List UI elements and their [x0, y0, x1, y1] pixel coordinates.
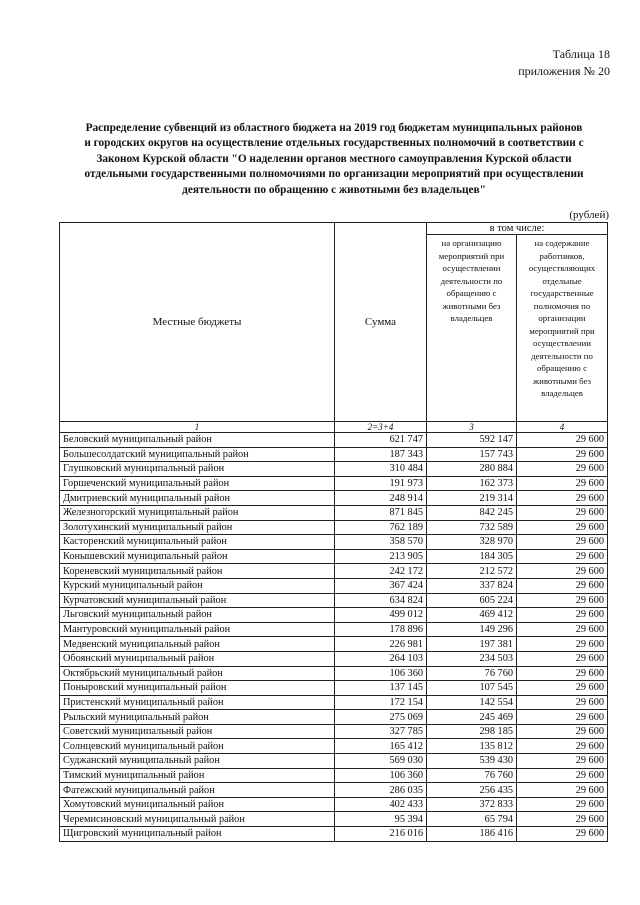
column-header-including: в том числе: [427, 223, 608, 235]
district-name-cell: Касторенский муниципальный район [60, 535, 335, 550]
staff-amount-cell: 29 600 [517, 695, 608, 710]
table-row [60, 622, 608, 637]
sum-cell: 216 016 [335, 827, 427, 842]
staff-amount-cell: 29 600 [517, 681, 608, 696]
organization-amount-cell: 592 147 [427, 433, 517, 448]
organization-amount-cell: 197 381 [427, 637, 517, 652]
district-name-cell: Конышевский муниципальный район [60, 549, 335, 564]
sum-cell: 402 433 [335, 797, 427, 812]
organization-amount-cell: 842 245 [427, 505, 517, 520]
staff-amount-cell: 29 600 [517, 651, 608, 666]
subvention-table [59, 222, 608, 842]
table-row [60, 505, 608, 520]
organization-amount-cell: 234 503 [427, 651, 517, 666]
district-name-cell: Кореневский муниципальный район [60, 564, 335, 579]
table-row [60, 564, 608, 579]
district-name-cell: Курский муниципальный район [60, 578, 335, 593]
staff-amount-cell: 29 600 [517, 710, 608, 725]
organization-amount-cell: 298 185 [427, 724, 517, 739]
column-header-budget: Местные бюджеты [60, 223, 335, 422]
staff-amount-cell: 29 600 [517, 812, 608, 827]
sum-cell: 569 030 [335, 754, 427, 769]
organization-amount-cell: 219 314 [427, 491, 517, 506]
sum-cell: 191 973 [335, 476, 427, 491]
staff-amount-cell: 29 600 [517, 622, 608, 637]
organization-amount-cell: 76 760 [427, 666, 517, 681]
district-name-cell: Солнцевский муниципальный район [60, 739, 335, 754]
district-name-cell: Мантуровский муниципальный район [60, 622, 335, 637]
district-name-cell: Советский муниципальный район [60, 724, 335, 739]
column-number: 4 [517, 422, 608, 433]
table-row [60, 783, 608, 798]
staff-amount-cell: 29 600 [517, 462, 608, 477]
staff-amount-cell: 29 600 [517, 535, 608, 550]
staff-amount-cell: 29 600 [517, 754, 608, 769]
district-name-cell: Суджанский муниципальный район [60, 754, 335, 769]
sum-cell: 634 824 [335, 593, 427, 608]
sum-cell: 499 012 [335, 608, 427, 623]
sum-cell: 106 360 [335, 666, 427, 681]
sum-cell: 286 035 [335, 783, 427, 798]
district-name-cell: Курчатовский муниципальный район [60, 593, 335, 608]
district-name-cell: Льговский муниципальный район [60, 608, 335, 623]
unit-label: (рублей) [569, 209, 609, 221]
table-row [60, 637, 608, 652]
staff-amount-cell: 29 600 [517, 768, 608, 783]
table-row [60, 651, 608, 666]
table-row [60, 812, 608, 827]
table-row [60, 754, 608, 769]
staff-amount-cell: 29 600 [517, 724, 608, 739]
table-row [60, 433, 608, 448]
district-name-cell: Октябрьский муниципальный район [60, 666, 335, 681]
staff-amount-cell: 29 600 [517, 637, 608, 652]
sum-cell: 165 412 [335, 739, 427, 754]
sum-cell: 327 785 [335, 724, 427, 739]
sum-cell: 762 189 [335, 520, 427, 535]
district-name-cell: Глушковский муниципальный район [60, 462, 335, 477]
staff-amount-cell: 29 600 [517, 476, 608, 491]
title-line: Законом Курской области "О наделении органов местного самоуправления Курской области [96, 152, 572, 165]
column-number: 1 [60, 422, 335, 433]
organization-amount-cell: 732 589 [427, 520, 517, 535]
organization-amount-cell: 212 572 [427, 564, 517, 579]
district-name-cell: Поныровский муниципальный район [60, 681, 335, 696]
organization-amount-cell: 107 545 [427, 681, 517, 696]
sum-cell: 95 394 [335, 812, 427, 827]
table-row [60, 593, 608, 608]
column-header-organization: на организацию мероприятий при осуществлении деятельности по обращению с животными без владельцев [427, 235, 517, 422]
organization-amount-cell: 76 760 [427, 768, 517, 783]
organization-amount-cell: 605 224 [427, 593, 517, 608]
table-row [60, 535, 608, 550]
sum-cell: 264 103 [335, 651, 427, 666]
district-name-cell: Золотухинский муниципальный район [60, 520, 335, 535]
staff-amount-cell: 29 600 [517, 564, 608, 579]
table-row [60, 578, 608, 593]
staff-amount-cell: 29 600 [517, 739, 608, 754]
sum-cell: 137 145 [335, 681, 427, 696]
table-row [60, 447, 608, 462]
table-row [60, 520, 608, 535]
staff-amount-cell: 29 600 [517, 491, 608, 506]
title-line: и городских округов на осуществление отдельных государственных полномочий в соответствии с [84, 137, 584, 150]
sum-cell: 226 981 [335, 637, 427, 652]
sum-cell: 187 343 [335, 447, 427, 462]
sum-cell: 248 914 [335, 491, 427, 506]
table-row [60, 666, 608, 681]
district-name-cell: Рыльский муниципальный район [60, 710, 335, 725]
column-header-sum: Сумма [335, 223, 427, 422]
staff-amount-cell: 29 600 [517, 797, 608, 812]
staff-amount-cell: 29 600 [517, 447, 608, 462]
table-reference: Таблица 18 [552, 47, 610, 61]
column-number: 3 [427, 422, 517, 433]
staff-amount-cell: 29 600 [517, 505, 608, 520]
table-row [60, 476, 608, 491]
organization-amount-cell: 65 794 [427, 812, 517, 827]
organization-amount-cell: 372 833 [427, 797, 517, 812]
district-name-cell: Беловский муниципальный район [60, 433, 335, 448]
staff-amount-cell: 29 600 [517, 593, 608, 608]
organization-amount-cell: 256 435 [427, 783, 517, 798]
staff-amount-cell: 29 600 [517, 783, 608, 798]
staff-amount-cell: 29 600 [517, 549, 608, 564]
organization-amount-cell: 245 469 [427, 710, 517, 725]
title-line: отдельными государственными полномочиями по организации мероприятий при осуществлении [84, 168, 584, 181]
organization-amount-cell: 157 743 [427, 447, 517, 462]
organization-amount-cell: 280 884 [427, 462, 517, 477]
district-name-cell: Фатежский муниципальный район [60, 783, 335, 798]
sum-cell: 367 424 [335, 578, 427, 593]
district-name-cell: Пристенский муниципальный район [60, 695, 335, 710]
sum-cell: 275 069 [335, 710, 427, 725]
sum-cell: 358 570 [335, 535, 427, 550]
table-row [60, 681, 608, 696]
table-row [60, 549, 608, 564]
organization-amount-cell: 149 296 [427, 622, 517, 637]
district-name-cell: Железногорский муниципальный район [60, 505, 335, 520]
organization-amount-cell: 186 416 [427, 827, 517, 842]
sum-cell: 242 172 [335, 564, 427, 579]
organization-amount-cell: 539 430 [427, 754, 517, 769]
appendix-reference: приложения № 20 [518, 64, 610, 78]
staff-amount-cell: 29 600 [517, 433, 608, 448]
column-number: 2=3+4 [335, 422, 427, 433]
table-row [60, 695, 608, 710]
table-row [60, 768, 608, 783]
district-name-cell: Медвенский муниципальный район [60, 637, 335, 652]
column-header-staff: на содержание работников, осуществляющих отдельные государственные полномочия по организации мероприятий при осуществлении деятельности по обращению с животными без владельцев [517, 235, 608, 422]
sum-cell: 213 905 [335, 549, 427, 564]
table-row [60, 724, 608, 739]
district-name-cell: Дмитриевский муниципальный район [60, 491, 335, 506]
table-row [60, 608, 608, 623]
sum-cell: 106 360 [335, 768, 427, 783]
district-name-cell: Обоянский муниципальный район [60, 651, 335, 666]
organization-amount-cell: 328 970 [427, 535, 517, 550]
organization-amount-cell: 184 305 [427, 549, 517, 564]
organization-amount-cell: 162 373 [427, 476, 517, 491]
document-reference [518, 46, 610, 80]
table-row [60, 491, 608, 506]
table-body [60, 433, 608, 842]
table-row [60, 797, 608, 812]
sum-cell: 178 896 [335, 622, 427, 637]
sum-cell: 621 747 [335, 433, 427, 448]
district-name-cell: Щигровский муниципальный район [60, 827, 335, 842]
district-name-cell: Горшеченский муниципальный район [60, 476, 335, 491]
staff-amount-cell: 29 600 [517, 666, 608, 681]
sum-cell: 871 845 [335, 505, 427, 520]
staff-amount-cell: 29 600 [517, 827, 608, 842]
organization-amount-cell: 135 812 [427, 739, 517, 754]
table-row [60, 462, 608, 477]
table-row [60, 710, 608, 725]
organization-amount-cell: 469 412 [427, 608, 517, 623]
document-title [60, 121, 608, 198]
title-line: Распределение субвенций из областного бюджета на 2019 год бюджетам муниципальных районов [85, 122, 583, 134]
organization-amount-cell: 142 554 [427, 695, 517, 710]
district-name-cell: Большесолдатский муниципальный район [60, 447, 335, 462]
staff-amount-cell: 29 600 [517, 608, 608, 623]
table-row [60, 827, 608, 842]
staff-amount-cell: 29 600 [517, 520, 608, 535]
staff-amount-cell: 29 600 [517, 578, 608, 593]
district-name-cell: Черемисиновский муниципальный район [60, 812, 335, 827]
organization-amount-cell: 337 824 [427, 578, 517, 593]
district-name-cell: Тимский муниципальный район [60, 768, 335, 783]
sum-cell: 310 484 [335, 462, 427, 477]
district-name-cell: Хомутовский муниципальный район [60, 797, 335, 812]
table-row [60, 739, 608, 754]
sum-cell: 172 154 [335, 695, 427, 710]
title-line: деятельности по обращению с животными без владельцев" [182, 183, 486, 196]
